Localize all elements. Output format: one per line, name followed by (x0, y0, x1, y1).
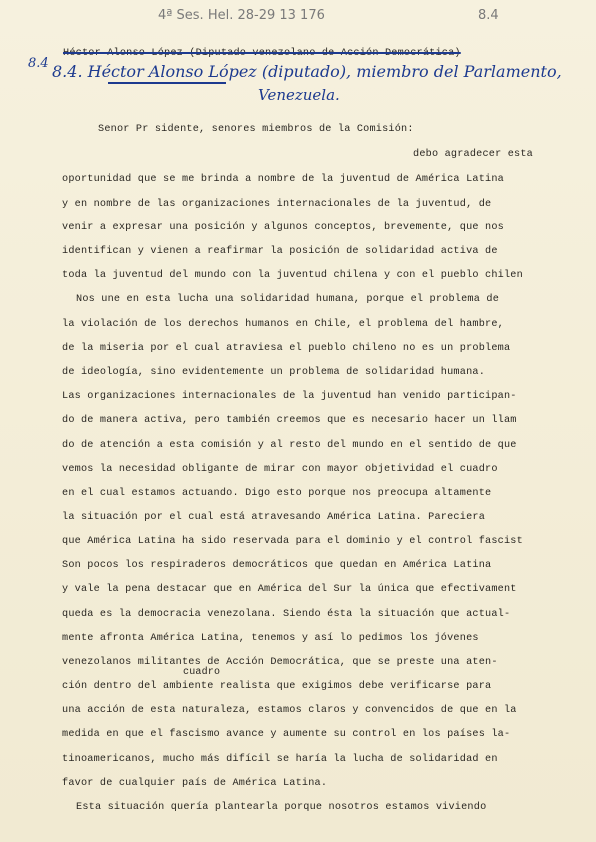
handwritten-speaker-line: 8.4. Héctor Alonso López (diputado), miembro del Parlamento, (52, 62, 562, 81)
body-line: Senor Pr sidente, senores miembros de la Comisión: (98, 124, 414, 135)
body-line: Nos une en esta lucha una solidaridad humana, porque el problema de (76, 294, 500, 305)
body-line: y vale la pena destacar que en América del Sur la única que efectivament (62, 584, 517, 595)
body-line: debo agradecer esta (413, 149, 533, 160)
body-line: una acción de esta naturaleza, estamos claros y convencidos de que en la (62, 705, 517, 716)
body-line: la situación por el cual está atravesando América Latina. Pareciera (62, 512, 486, 523)
body-line: de la miseria por el cual atraviesa el pueblo chileno no es un problema (62, 343, 511, 354)
body-line: medida en que el fascismo avance y aumente su control en los países la- (62, 729, 511, 740)
handwritten-country: Venezuela. (258, 86, 340, 104)
body-line: do de manera activa, pero también creemos que es necesario hacer un llam (62, 415, 517, 426)
body-line: que América Latina ha sido reservada para el dominio y el control fascist (62, 536, 523, 547)
body-line: mente afronta América Latina, tenemos y así lo pedimos los jóvenes (62, 633, 479, 644)
body-line: do de atención a esta comisión y al resto del mundo en el sentido de que (62, 440, 517, 451)
inserted-word: cuadro (183, 667, 221, 678)
body-line: vemos la necesidad obligante de mirar con mayor objetividad el cuadro (62, 464, 498, 475)
body-line: oportunidad que se me brinda a nombre de la juventud de América Latina (62, 174, 504, 185)
body-line: la violación de los derechos humanos en Chile, el problema del hambre, (62, 319, 504, 330)
body-line: venir a expresar una posición y algunos conceptos, brevemente, que nos (62, 222, 504, 233)
body-line: toda la juventud del mundo con la juventud chilena y con el pueblo chilen (62, 270, 523, 281)
session-header: 4ª Ses. Hel. 28-29 13 176 (158, 8, 325, 23)
name-underline (108, 82, 226, 84)
body-line: venezolanos militantes de Acción Democrática, que se preste una aten- (62, 657, 498, 668)
body-line: en el cual estamos actuando. Digo esto porque nos preocupa altamente (62, 488, 492, 499)
body-line: Las organizaciones internacionales de la juventud han venido participan- (62, 391, 517, 402)
page-number: 8.4 (478, 8, 499, 23)
body-line: queda es la democracia venezolana. Siendo ésta la situación que actual- (62, 609, 511, 620)
body-line: Esta situación quería plantearla porque nosotros estamos viviendo (76, 802, 487, 813)
margin-mark: 8.4 (28, 56, 49, 71)
body-line: ción dentro del ambiente realista que exigimos debe verificarse para (62, 681, 492, 692)
body-line: tinoamericanos, mucho más difícil se haría la lucha de solidaridad en (62, 754, 498, 765)
body-line: y en nombre de las organizaciones internacionales de la juventud, de (62, 199, 492, 210)
body-line: de ideología, sino evidentemente un problema de solidaridad humana. (62, 367, 486, 378)
body-line: identifican y vienen a reafirmar la posición de solidaridad activa de (62, 246, 498, 257)
body-line: Son pocos los respiraderos democráticos que quedan en América Latina (62, 560, 492, 571)
body-line: favor de cualquier país de América Latina. (62, 778, 328, 789)
struck-heading: Héctor Alonso López (Diputado venezolano de Acción Democrática) (63, 48, 461, 59)
